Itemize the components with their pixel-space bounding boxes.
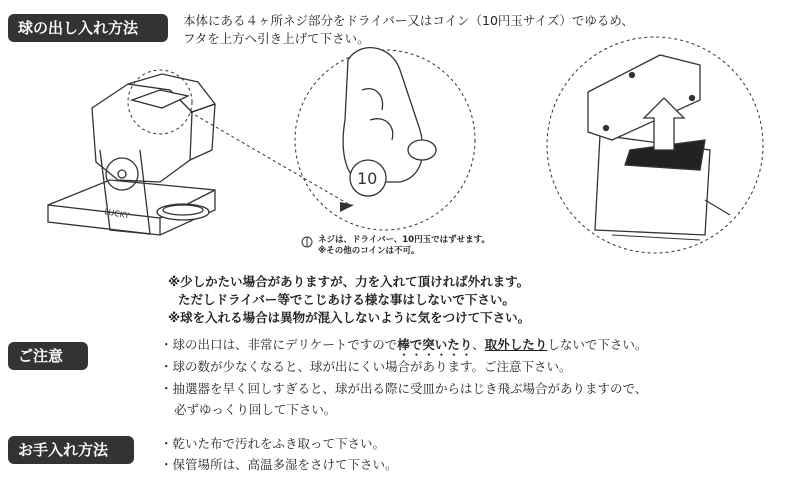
maintenance-item-1: ・乾いた布で汚れをふき取って下さい。 [160,436,386,451]
coin-label: 10 [357,169,378,188]
brand-label: LUCKY [103,207,131,221]
caution-emphasis-remove: 取外したり [484,337,548,352]
warning-line-2: ただしドライバー等でこじあける様な事はしないで下さい。 [178,292,515,307]
instruction-line-1: 本体にある４ヶ所ネジ部分をドライバー又はコイン（10円玉サイズ）でゆるめ、 [183,13,634,28]
warning-line-3: ※球を入れる場合は異物が混入しないように気をつけて下さい。 [168,310,531,325]
caution-item-1-comma: 、 [472,337,485,352]
caution-item-1-suffix: しないで下さい。 [547,337,648,352]
screw-icon [302,237,312,247]
screw-note-line-1: ネジは、ドライバー、10円玉ではずせます。 [318,235,490,245]
lid-lift-illustration [588,55,730,240]
instruction-line-2: フタを上方へ引き上げて下さい。 [183,31,370,46]
caution-item-3-line-1: ・抽選器を早く回しすぎると、球が出る際に受皿からはじき飛ぶ場合がありますので、 [160,381,648,396]
caution-item-1 [160,336,647,359]
section-header-ball-handling: 球の出し入れ方法 [8,14,168,42]
caution-item-3-line-2: 必ずゆっくり回して下さい。 [174,402,337,417]
maintenance-item-2: ・保管場所は、高温多湿をさけて下さい。 [160,457,398,472]
caution-emphasis-poke: 棒で突いたり [397,337,473,352]
warning-line-1: ※少しかたい場合がありますが、力を入れて頂ければ外れます。 [168,274,530,289]
lottery-machine-illustration [48,74,215,235]
screw-note-line-2: ※その他のコインは不可。 [318,246,420,256]
section-header-maintenance: お手入れ方法 [8,436,134,464]
screw-head [340,202,354,212]
caution-item-1-prefix: ・球の出口は、非常にデリケートですので [160,337,398,352]
caution-item-2: ・球の数が少なくなると、球が出にくい場合があります。ご注意下さい。 [160,359,572,374]
section-header-caution: ご注意 [8,342,88,370]
